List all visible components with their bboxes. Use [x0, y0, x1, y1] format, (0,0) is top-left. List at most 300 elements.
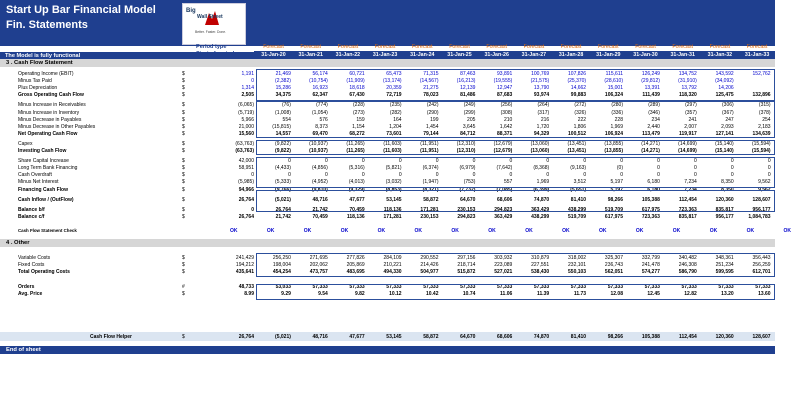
table-cell: 47,677	[349, 196, 365, 203]
table-cell: (63,763)	[235, 140, 254, 147]
table-cell: (25,370)	[567, 78, 587, 85]
table-cell: 159	[356, 116, 365, 123]
table-cell: 205,869	[346, 262, 365, 269]
table-cell: 0	[435, 158, 439, 165]
table-cell: 0	[767, 165, 771, 172]
table-cell: (21,575)	[530, 78, 550, 85]
sheet-title: Fin. Statements	[6, 19, 88, 31]
table-cell: 0	[657, 165, 660, 172]
table-cell: (15,140)	[715, 140, 734, 147]
other-group-border-1	[256, 284, 775, 300]
table-cell: 0	[361, 158, 365, 165]
table-cell: 234	[651, 116, 660, 123]
table-cell: 72,719	[386, 92, 402, 99]
period-date: 31-Jan-23	[372, 51, 398, 58]
table-cell: (6,979)	[459, 165, 476, 172]
table-cell: (5,821)	[385, 165, 402, 172]
table-cell: 3,645	[462, 123, 476, 130]
table-cell: 94,329	[533, 130, 550, 137]
row-label: Avg. Price	[18, 291, 43, 298]
table-cell: 271,695	[309, 255, 328, 261]
table-cell: 519,709	[568, 213, 587, 220]
table-cell: (6,399)	[533, 186, 550, 193]
table-cell: (28,610)	[604, 78, 623, 85]
table-cell: 112,454	[678, 196, 697, 203]
table-cell: 119,917	[678, 130, 697, 137]
table-cell: 325,307	[604, 255, 623, 261]
table-cell: 599,595	[715, 269, 734, 276]
table-cell: 118,136	[383, 206, 402, 213]
table-cell: (7,732)	[459, 186, 476, 193]
table-cell: (14,271)	[641, 140, 660, 147]
table-cell: 57,333	[681, 284, 697, 291]
table-cell: 13,792	[681, 85, 697, 92]
table-cell: 241	[688, 116, 697, 123]
table-cell: 21,275	[423, 85, 439, 92]
table-cell: (63,763)	[235, 148, 254, 154]
check-ok: OK	[525, 228, 533, 234]
table-cell: (13,855)	[604, 148, 623, 154]
table-cell: (1,008)	[275, 109, 291, 116]
table-cell: (15,815)	[272, 123, 291, 130]
row-unit: $	[182, 123, 185, 130]
table-cell: 550,103	[568, 269, 587, 276]
other-group-border-0	[256, 253, 775, 277]
table-cell: 835,817	[715, 206, 734, 213]
row-unit: $	[182, 196, 185, 203]
table-cell: 230,153	[457, 206, 476, 213]
check-ok: OK	[635, 228, 644, 234]
table-cell: 0	[472, 172, 476, 179]
table-cell: (5,651)	[570, 186, 587, 193]
table-cell: 1,642	[499, 123, 513, 130]
table-cell: 48,733	[238, 284, 254, 291]
table-cell: 57,333	[349, 284, 365, 291]
table-cell: 126,249	[641, 71, 660, 77]
table-cell: 9,562	[758, 179, 771, 186]
table-cell: 2,183	[758, 123, 771, 130]
table-cell: 12,139	[460, 85, 476, 92]
table-cell: 111,439	[642, 92, 660, 99]
period-date: 31-Jan-27	[521, 51, 547, 58]
table-cell: (280)	[611, 102, 623, 109]
table-cell: 64,670	[460, 196, 476, 203]
helper-label: Cash Flow Helper	[90, 334, 132, 340]
helper-cell: 112,454	[678, 334, 697, 340]
row-unit: $	[182, 186, 185, 193]
table-cell: 57,333	[607, 284, 623, 291]
table-cell: 216	[540, 116, 550, 123]
check-ok: OK	[746, 228, 755, 234]
table-cell: 256,259	[752, 262, 771, 269]
table-cell: 0	[288, 158, 291, 165]
table-cell: (290)	[426, 109, 439, 116]
table-cell: 294,823	[494, 206, 513, 213]
table-cell: (76)	[281, 102, 291, 109]
table-cell: 198,004	[272, 262, 291, 269]
table-cell: 16,923	[312, 85, 328, 92]
check-ok: OK	[599, 228, 607, 234]
table-cell: (1,947)	[422, 179, 439, 186]
period-date: 31-Jan-25	[447, 51, 472, 58]
row-label: Cash Inflow / (OutFlow)	[18, 196, 74, 203]
table-cell: (5,719)	[238, 109, 254, 116]
row-group-border-4	[256, 190, 775, 212]
table-cell: 332,799	[641, 255, 660, 261]
table-cell: 5,197	[610, 186, 623, 193]
table-cell: (367)	[722, 109, 734, 116]
table-cell: 99,883	[570, 92, 587, 99]
table-cell: (4,856)	[311, 165, 328, 172]
period-type: Forecast	[635, 44, 656, 50]
row-unit: $	[182, 206, 185, 213]
check-ok: OK	[377, 228, 386, 234]
table-cell: 294,823	[457, 213, 476, 220]
table-cell: 0	[509, 158, 513, 165]
table-cell: 10.74	[462, 291, 476, 298]
table-cell: 0	[767, 158, 771, 165]
table-cell: 68,272	[349, 130, 365, 137]
table-cell: 81,486	[460, 92, 476, 99]
table-cell: 87,683	[497, 92, 513, 99]
check-ok: OK	[562, 228, 570, 234]
table-cell: (9,766)	[275, 186, 291, 193]
table-cell: 9.29	[281, 291, 291, 298]
table-cell: 519,709	[604, 206, 623, 213]
table-cell: 65,473	[386, 71, 402, 77]
table-cell: 284,109	[383, 255, 402, 261]
table-cell: 13,790	[533, 85, 550, 92]
table-cell: (346)	[648, 109, 660, 116]
table-cell: 21,742	[312, 206, 328, 213]
table-cell: (6,065)	[238, 102, 254, 109]
table-cell: 246,308	[678, 262, 697, 269]
table-cell: 79,144	[423, 130, 439, 137]
table-cell: (8,368)	[533, 165, 550, 172]
table-cell: (12,679)	[493, 148, 513, 154]
table-cell: 57,333	[312, 284, 328, 291]
helper-cell: 58,872	[423, 334, 439, 340]
table-cell: 143,592	[715, 71, 734, 77]
table-cell: 199	[430, 116, 439, 123]
table-cell: 241,429	[235, 255, 254, 261]
period-type: Forecast	[449, 44, 470, 50]
table-cell: 527,021	[494, 269, 513, 276]
period-type: Forecast	[560, 44, 582, 50]
table-cell: 228	[614, 116, 623, 123]
table-cell: 0	[730, 172, 734, 179]
row-label: Share Capital Increase	[18, 158, 69, 165]
table-cell: 106,324	[604, 92, 623, 99]
table-cell: (11,909)	[346, 78, 365, 85]
table-cell: 214,426	[420, 262, 439, 269]
table-cell: 310,879	[531, 255, 550, 261]
table-cell: 73,601	[386, 130, 402, 137]
period-type: Forecast	[523, 44, 545, 50]
table-cell: 617,975	[604, 213, 623, 220]
table-cell: 171,281	[383, 213, 402, 220]
table-cell: (273)	[353, 109, 365, 116]
table-cell: 0	[767, 172, 771, 179]
row-unit: $	[182, 78, 185, 85]
table-cell: 1,084,783	[748, 213, 771, 220]
table-cell: 1,720	[536, 123, 550, 130]
helper-cell: 74,870	[533, 334, 550, 340]
helper-cell: 26,764	[238, 334, 254, 340]
table-cell: 435,641	[235, 269, 254, 276]
row-label: Fixed Costs	[18, 262, 45, 269]
helper-cell: 120,360	[715, 334, 734, 340]
row-label: Minus Net Interest	[18, 179, 59, 186]
row-unit: $	[182, 148, 185, 154]
cash-flow-check-label: Cash Flow Statement Check	[18, 228, 77, 233]
period-type: Forecast	[486, 44, 507, 50]
table-cell: (357)	[685, 109, 697, 116]
table-cell: 1,191	[241, 71, 254, 77]
table-cell: 125,475	[715, 92, 734, 99]
table-cell: (5,333)	[275, 179, 291, 186]
period-date: 31-Jan-26	[484, 51, 509, 58]
row-unit: $	[182, 255, 185, 261]
row-unit: $	[182, 71, 185, 77]
row-group-border-1	[256, 101, 775, 138]
table-cell: 6,180	[647, 179, 660, 186]
table-cell: 363,429	[531, 206, 550, 213]
row-label: Minus Increase in Inventory	[18, 109, 80, 116]
table-cell: 100,512	[568, 130, 587, 137]
table-cell: (753)	[463, 179, 476, 186]
table-cell: 12.08	[610, 291, 623, 298]
table-cell: (3,032)	[385, 179, 402, 186]
table-cell: 81,410	[570, 196, 587, 203]
table-cell: 348,361	[715, 255, 734, 261]
table-cell: 56,174	[312, 71, 328, 77]
section-cash-flow-title: 3 . Cash Flow Statement	[6, 60, 73, 66]
row-label: Cash Overdraft	[18, 172, 52, 179]
period-date: 31-Jan-22	[335, 51, 361, 58]
table-cell: 69,470	[312, 130, 328, 137]
table-cell: 48,716	[312, 196, 328, 203]
helper-cell: 98,266	[607, 334, 623, 340]
table-cell: 1,969	[610, 123, 623, 130]
period-date: 31-Jan-28	[558, 51, 584, 58]
table-cell: (13,451)	[567, 148, 587, 154]
table-cell: 134,752	[678, 71, 697, 77]
table-cell: 194,212	[235, 262, 254, 269]
period-type: Forecast	[672, 44, 693, 50]
row-label: Minus Decrease in Payables	[18, 116, 82, 123]
row-unit: $	[182, 165, 185, 172]
table-cell: 98,266	[607, 196, 623, 203]
table-cell: 5,966	[241, 116, 254, 123]
table-cell: 0	[620, 158, 623, 165]
table-cell: 290,552	[420, 255, 439, 261]
table-cell: (9,163)	[570, 165, 587, 172]
table-cell: (14,699)	[678, 140, 697, 147]
row-label: Financing Cash Flow	[18, 186, 69, 193]
table-cell: 74,870	[533, 196, 550, 203]
table-cell: (326)	[574, 109, 587, 116]
table-cell: 164	[393, 116, 402, 123]
end-of-sheet-label: End of sheet	[6, 347, 41, 353]
table-cell: 0	[435, 172, 439, 179]
table-cell: 2,505	[241, 92, 254, 99]
table-cell: 9,562	[758, 186, 771, 193]
table-cell: (8,321)	[422, 186, 439, 193]
helper-cell: 64,670	[460, 334, 476, 340]
period-type: Forecast	[337, 44, 359, 50]
table-cell: 171,281	[420, 206, 439, 213]
table-cell: 0	[325, 158, 328, 165]
table-cell: 105,388	[641, 196, 660, 203]
table-cell: (29,812)	[641, 78, 660, 85]
table-cell: 574,277	[641, 269, 660, 276]
table-cell: 53,033	[275, 284, 291, 291]
table-cell: 134,639	[752, 130, 771, 137]
table-cell: 1,969	[536, 179, 550, 186]
helper-cell: 48,716	[312, 334, 328, 340]
period-date: 31-Jan-31	[670, 51, 695, 58]
table-cell: (31,910)	[678, 78, 697, 85]
table-cell: 1,204	[389, 123, 402, 130]
table-cell: 106,924	[604, 130, 623, 137]
table-cell: 0	[509, 172, 513, 179]
table-cell: (306)	[722, 102, 734, 109]
table-cell: 554	[282, 116, 291, 123]
table-cell: (378)	[758, 109, 771, 116]
table-cell: 12,947	[497, 85, 513, 92]
period-type: Forecast	[374, 44, 396, 50]
row-group-border-2	[256, 140, 775, 155]
row-label: Long Term Bank Financing	[18, 165, 78, 172]
table-cell: 12.45	[647, 291, 660, 298]
table-cell: 26,764	[238, 196, 254, 203]
row-label: Variable Costs	[18, 255, 51, 261]
row-label: Orders	[18, 284, 35, 291]
row-label: Minus Tax Paid	[18, 78, 52, 85]
table-cell: (242)	[426, 102, 439, 109]
helper-cell: 105,388	[641, 334, 660, 340]
table-cell: 93,974	[533, 92, 550, 99]
table-cell: (11,603)	[383, 148, 402, 154]
table-cell: 956,177	[715, 213, 734, 220]
table-cell: 21,000	[238, 123, 254, 130]
table-cell: 576	[319, 116, 328, 123]
table-cell: (14,567)	[419, 78, 439, 85]
helper-cell: 81,410	[570, 334, 587, 340]
table-cell: 120,360	[715, 196, 734, 203]
period-type: Forecast	[709, 44, 731, 50]
logo-text-1: Big	[186, 8, 196, 14]
table-cell: (4,013)	[348, 179, 365, 186]
check-ok: OK	[230, 228, 238, 234]
row-unit: $	[182, 92, 185, 99]
table-cell: 227,551	[531, 262, 550, 269]
table-cell: (1,054)	[311, 109, 328, 116]
table-cell: 8,350	[721, 179, 734, 186]
table-cell: 10.42	[425, 291, 439, 298]
table-cell: 218,714	[457, 262, 476, 269]
table-cell: 202,062	[309, 262, 328, 269]
table-cell: 0	[657, 158, 660, 165]
table-cell: 0	[398, 172, 402, 179]
table-cell: 8.99	[244, 291, 254, 298]
table-cell: 13.60	[758, 291, 771, 298]
table-cell: (13,855)	[604, 140, 623, 147]
table-cell: 723,363	[641, 213, 660, 220]
table-cell: (12,310)	[456, 148, 476, 154]
table-cell: (12,679)	[493, 140, 513, 147]
table-cell: 113,479	[642, 130, 660, 137]
table-cell: 94,966	[238, 186, 254, 193]
helper-cell: 68,606	[497, 334, 513, 340]
table-cell: (15,594)	[751, 140, 771, 147]
table-cell: 87,463	[460, 71, 476, 77]
table-cell: 454,254	[272, 269, 291, 276]
table-cell: (11,265)	[346, 148, 365, 154]
table-cell: (0)	[616, 165, 623, 172]
table-cell: 1,454	[425, 123, 439, 130]
table-cell: (297)	[685, 102, 697, 109]
table-cell: 15,560	[238, 130, 254, 137]
table-cell: 438,299	[568, 206, 587, 213]
table-cell: 473,757	[309, 269, 328, 276]
table-cell: 57,333	[644, 284, 660, 291]
table-cell: (13,174)	[382, 78, 402, 85]
row-unit: $	[182, 85, 185, 92]
row-unit: $	[182, 213, 185, 220]
table-cell: (9,810)	[311, 186, 328, 193]
table-cell: 14,206	[718, 85, 734, 92]
table-cell: (774)	[316, 102, 328, 109]
table-cell: 0	[251, 78, 254, 85]
table-cell: 57,333	[755, 284, 771, 291]
table-cell: 0	[546, 172, 550, 179]
period-date: 31-Jan-20	[261, 51, 286, 58]
table-cell: 205	[467, 116, 476, 123]
table-cell: 835,817	[678, 213, 697, 220]
table-cell: (11,603)	[383, 140, 402, 147]
check-ok: OK	[488, 228, 496, 234]
helper-cell: 128,607	[752, 334, 771, 340]
table-cell: (9,822)	[275, 148, 291, 154]
table-cell: (15,594)	[751, 148, 771, 154]
table-cell: 223,089	[494, 262, 513, 269]
period-type: Forecast	[597, 44, 619, 50]
table-cell: 57,333	[386, 284, 402, 291]
period-type: Forecast	[300, 44, 321, 50]
table-cell: 88,371	[497, 130, 513, 137]
table-cell: (317)	[537, 109, 550, 116]
table-cell: 152,762	[752, 71, 771, 77]
table-cell: 0	[361, 172, 365, 179]
section-cash-flow	[0, 59, 775, 67]
section-other-title: 4 . Other	[6, 240, 30, 246]
table-cell: (289)	[648, 102, 660, 109]
table-cell: 14,557	[275, 130, 291, 137]
table-cell: 0	[398, 158, 402, 165]
table-cell: 356,443	[752, 255, 771, 261]
period-type: Forecast	[746, 44, 768, 50]
table-cell: 0	[694, 165, 697, 172]
period-date: 31-Jan-24	[410, 51, 435, 58]
check-ok: OK	[303, 228, 312, 234]
table-cell: 494,330	[383, 269, 402, 276]
table-cell: 57,333	[533, 284, 550, 291]
table-cell: 0	[657, 172, 660, 179]
table-cell: 118,320	[678, 92, 697, 99]
table-cell: 0	[472, 158, 476, 165]
